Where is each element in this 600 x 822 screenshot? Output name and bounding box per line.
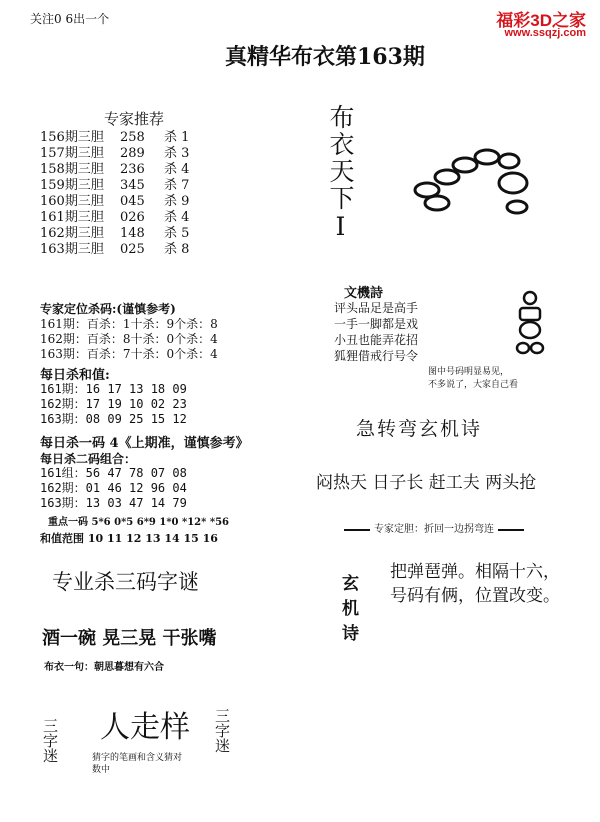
expert-row <box>40 194 204 210</box>
wenji-line: 小丑也能弄花招 <box>334 333 419 347</box>
expert-text: 折回一边拐弯连 <box>424 524 494 535</box>
daily-kill-subtitle: 每日杀二码组合： <box>40 452 137 466</box>
expert-num: 345 <box>120 178 145 193</box>
daily-sum-title: 每日杀和值: <box>40 368 110 383</box>
expert-row <box>40 130 204 146</box>
expert-issue: 157期三胆 <box>40 146 104 161</box>
wenji-poem <box>334 300 418 364</box>
daily-kill-row: 161组：56 47 78 07 08 <box>40 466 187 480</box>
coin-ring-illustration <box>405 135 545 225</box>
wenji-line: 狐狸借戒行号令 <box>334 349 419 363</box>
sum-range: 和值范围 10 11 12 13 14 15 16 <box>40 532 218 545</box>
expert-num: 026 <box>120 210 145 225</box>
page-title: 真精华布衣第163期 <box>225 44 425 70</box>
riddle-center: 人走样 <box>100 710 190 745</box>
expert-label: 专家定胆 <box>374 524 414 535</box>
wenji-line: 评头品足是高手 <box>334 301 419 315</box>
divider <box>344 529 370 531</box>
expert-issue: 161期三胆 <box>40 210 104 225</box>
daily-kill-row: 162期：01 46 12 96 04 <box>40 481 187 495</box>
positional-row: 161期：百杀：1十杀：9个杀：8 <box>40 317 218 331</box>
expert-num: 045 <box>120 194 145 209</box>
positional-list <box>40 317 218 362</box>
expert-num: 148 <box>120 226 145 241</box>
wenji-title: 文機詩 <box>344 286 384 301</box>
jizhuan-expert: 专家定胆：折回一边拐弯连 <box>340 520 528 535</box>
expert-row <box>40 210 204 226</box>
expert-row <box>40 162 204 178</box>
brand-url[interactable]: www.ssqzj.com <box>504 27 586 39</box>
coin-figure-illustration <box>510 290 550 360</box>
expert-issue: 158期三胆 <box>40 162 104 177</box>
riddle-title: 专业杀三码字谜 <box>52 570 199 594</box>
expert-num: 236 <box>120 162 145 177</box>
expert-list <box>40 130 204 258</box>
xuanji-line: 号码有俩，位置改变。 <box>390 586 560 606</box>
daily-kill-title: 每日杀一码 4《上期准，谨慎参考》 <box>40 436 249 451</box>
expert-issue: 156期三胆 <box>40 130 104 145</box>
daily-sum-row: 163期：08 09 25 15 12 <box>40 412 187 426</box>
expert-row <box>40 146 204 162</box>
positional-row: 162期：百杀：8十杀：0个杀：4 <box>40 332 218 346</box>
expert-kill: 杀 9 <box>164 194 190 209</box>
xuanji-line: 把弹琶弹。相隔十六， <box>390 562 560 582</box>
expert-num: 258 <box>120 130 145 145</box>
xuanji-vertical: 玄机诗 <box>338 574 358 649</box>
brand-logo: 福彩3D之家 <box>496 11 586 30</box>
positional-title: 专家定位杀码:(谨慎参考) <box>40 302 176 316</box>
riddle-line: 酒一碗 晃三晃 干张嘴 <box>42 628 217 649</box>
buyi-vertical: 布衣天下Ⅰ <box>326 104 355 243</box>
positional-row: 163期：百杀：7十杀：0个杀：4 <box>40 347 218 361</box>
jizhuan-title: 急转弯玄机诗 <box>356 418 483 440</box>
wenji-caption-2: 不多说了，大家自己看 <box>428 380 519 390</box>
jizhuan-line: 闷热天 日子长 赶工夫 两头抢 <box>316 473 537 493</box>
expert-kill: 杀 4 <box>164 210 190 225</box>
daily-sum-row: 161期：16 17 13 18 09 <box>40 382 187 396</box>
expert-kill: 杀 5 <box>164 226 190 241</box>
expert-kill: 杀 8 <box>164 242 190 257</box>
divider <box>498 529 524 531</box>
xuanji-poem <box>390 560 560 608</box>
wenji-line: 一手一脚都是戏 <box>334 317 419 331</box>
expert-num: 289 <box>120 146 145 161</box>
expert-kill: 杀 3 <box>164 146 190 161</box>
daily-sum-row: 162期：17 19 10 02 23 <box>40 397 187 411</box>
wenji-caption-1: 图中号码明显易见， <box>428 367 510 377</box>
expert-kill: 杀 4 <box>164 162 190 177</box>
expert-title: 专家推荐 <box>104 110 165 128</box>
expert-issue: 159期三胆 <box>40 178 104 193</box>
expert-issue: 163期三胆 <box>40 242 104 257</box>
daily-kill-list <box>40 466 187 511</box>
expert-kill: 杀 1 <box>164 130 190 145</box>
follow-note: 关注0 6出一个 <box>30 12 110 26</box>
riddle-caption: 猜字的笔画和含义猜对数中 <box>92 753 183 775</box>
expert-kill: 杀 7 <box>164 178 190 193</box>
expert-issue: 162期三胆 <box>40 226 104 241</box>
expert-issue: 160期三胆 <box>40 194 104 209</box>
heavy-code: 重点一码 5*6 0*5 6*9 1*0 *12* *56 <box>48 517 229 528</box>
expert-row <box>40 242 204 258</box>
expert-row <box>40 178 204 194</box>
daily-kill-row: 163期：13 03 47 14 79 <box>40 496 187 510</box>
daily-sum-list <box>40 382 187 427</box>
expert-num: 025 <box>120 242 145 257</box>
riddle-side-left: 三字迷 <box>41 718 59 763</box>
riddle-side-right: 三字迷 <box>213 708 231 753</box>
expert-row <box>40 226 204 242</box>
riddle-note: 布衣一句：朝思暮想有六合 <box>44 662 164 673</box>
